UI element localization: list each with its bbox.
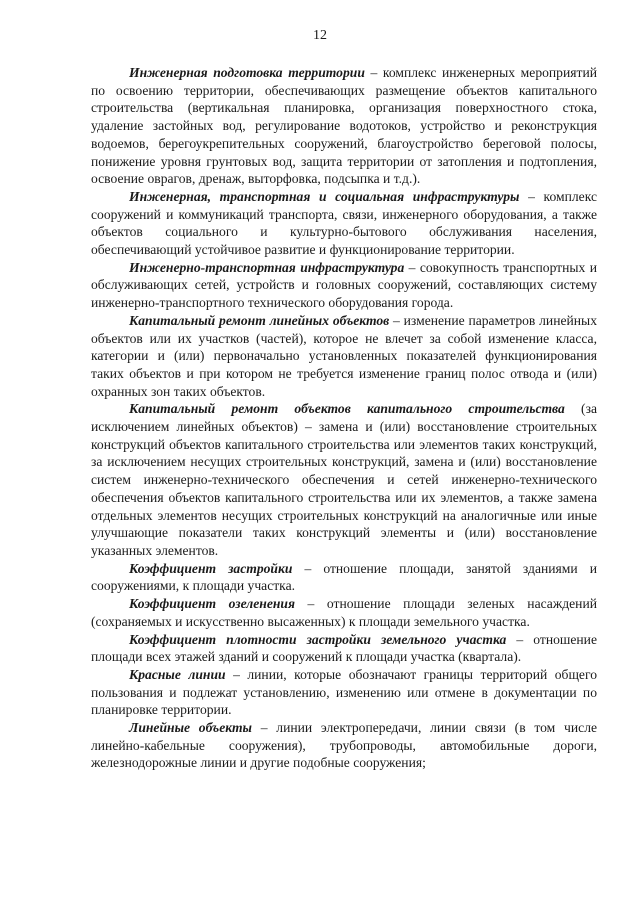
- definition-paragraph: [91, 400, 597, 559]
- definition-term: Инженерная, транспортная и социальная инфраструктуры: [129, 188, 520, 204]
- definition-text: (за исключением линейных объектов) – замена и (или) восстановление строительных конструкций объектов капитального строительства или элементов таких конструкций, за исключением несущих строительных конструкций, замена и (или) восстановление систем инженерно-технического обеспечения и сетей инженерно-технического обеспечения объектов капитального строительства или их элементов, а также замена отдельных элементов несущих строительных конструкций на аналогичные или иные улучшающие показатели таких конструкций элементы и (или) восстановление указанных элементов.: [91, 401, 597, 558]
- definition-paragraph: [91, 666, 597, 719]
- document-body: [91, 64, 597, 772]
- definition-term: Инженерная подготовка территории: [129, 65, 365, 80]
- definition-paragraph: [91, 560, 597, 595]
- definition-paragraph: [91, 595, 597, 630]
- definition-paragraph: [91, 631, 597, 666]
- definition-text: – отношение площади зеленых насаждений (сохраняемых и искусственно высаженных) к площади земельного участка.: [91, 596, 597, 629]
- definition-text: – отношение площади, занятой зданиями и сооружениями, к площади участка.: [91, 560, 598, 594]
- definition-paragraph: [91, 312, 597, 401]
- definition-text: – совокупность транспортных и обслуживающих сетей, устройств и головных сооружений, составляющих систему инженерно-транспортного технического оборудования города.: [91, 259, 597, 311]
- definition-term: Коэффициент плотности застройки земельного участка: [129, 631, 507, 647]
- definition-term: Красные линии: [129, 666, 226, 682]
- definition-paragraph: [91, 188, 597, 259]
- definition-term: Линейные объекты: [129, 720, 252, 736]
- definition-text: – комплекс сооружений и коммуникаций транспорта, связи, инженерного оборудования, а также объектов социального и культурно-бытового обслуживания населения, обеспечивающий устойчивое развитие и функционирование территории.: [91, 188, 597, 258]
- definition-paragraph: [91, 64, 597, 188]
- definition-text: – изменение параметров линейных объектов или их участков (частей), которое не влечет за собой изменение класса, категории и (или) первоначально установленных показателей функционирования таких объектов и при котором не требуется изменение границ полос отвода и (или) охранных зон таких объектов.: [91, 312, 597, 399]
- definition-term: Коэффициент озеленения: [129, 596, 295, 612]
- definition-paragraph: [91, 719, 597, 772]
- definition-text: – комплекс инженерных мероприятий по освоению территории, обеспечивающих размещение объектов капитального строительства (вертикальная планировка, организация поверхностного стока, удаление застойных вод, регулирование водотоков, устройство и реконструкция водоемов, берегоукрепительных сооружений, благоустройство береговой полосы, понижение уровня грунтовых вод, защита территории от затопления и подтопления, освоение оврагов, дренаж, выторфовка, подсыпка и т.д.).: [91, 65, 598, 187]
- definition-text: – линии электропередачи, линии связи (в том числе линейно-кабельные сооружения), трубопроводы, автомобильные дороги, железнодорожные линии и другие подобные сооружения;: [91, 720, 598, 771]
- definition-term: Инженерно-транспортная инфраструктура: [129, 259, 405, 275]
- definition-paragraph: [91, 259, 597, 312]
- definition-text: – линии, которые обозначают границы территорий общего пользования и подлежат установлению, изменению или отмене в документации по планировке территории.: [91, 666, 597, 718]
- definition-text: – отношение площади всех этажей зданий и сооружений к площади участка (квартала).: [91, 631, 597, 665]
- definition-term: Капитальный ремонт линейных объектов: [129, 312, 390, 328]
- page-number: 12: [313, 28, 327, 43]
- definition-term: Капитальный ремонт объектов капитального строительства: [129, 401, 565, 417]
- definition-term: Коэффициент застройки: [129, 560, 293, 576]
